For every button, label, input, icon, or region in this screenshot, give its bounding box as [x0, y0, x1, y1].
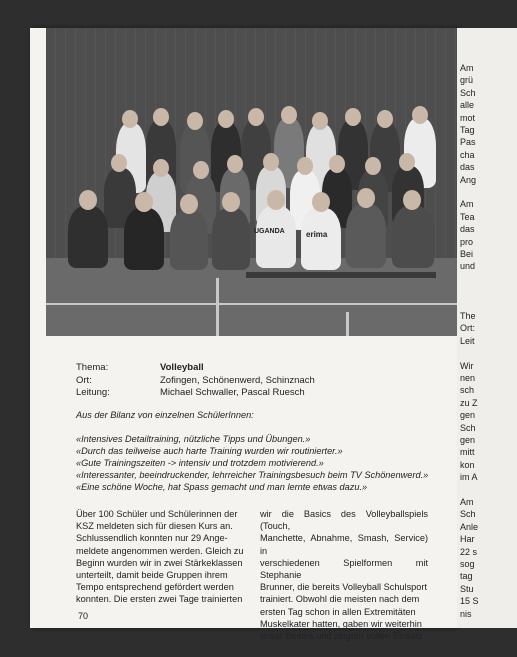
- right-page-fragment: 15 S: [460, 596, 479, 607]
- right-page-fragment: grü: [460, 75, 474, 86]
- student-head: [248, 108, 264, 126]
- right-page-fragment: Leit: [460, 335, 475, 346]
- right-page-fragment: das: [460, 224, 475, 235]
- student: [124, 208, 164, 270]
- right-page-fragment: Sch: [460, 509, 476, 520]
- right-page-fragment: Am: [460, 63, 474, 73]
- right-page-fragment: und: [460, 261, 476, 272]
- student-head: [187, 112, 203, 130]
- right-page-fragment: mitt: [460, 447, 475, 458]
- student-head: [135, 192, 153, 212]
- body-column-2: [260, 508, 428, 642]
- text-line: Beginn wurden wir in zwei Stärkeklassen: [76, 557, 243, 568]
- right-page-fragment: sog: [460, 559, 475, 569]
- student-head: [403, 190, 421, 210]
- student-head: [227, 155, 243, 173]
- leitung-label: Leitung:: [76, 387, 110, 398]
- student-head: [263, 153, 279, 171]
- text-line: trainiert. Obwohl die meisten nach dem: [260, 594, 420, 605]
- right-page-fragment: tag: [460, 571, 473, 582]
- right-page-fragment: Tag: [460, 125, 475, 135]
- student-head: [365, 157, 381, 175]
- text-line: unser Bestes und zeigten vollen Einsatz.: [260, 631, 426, 642]
- student-head: [111, 154, 127, 172]
- student: [256, 206, 296, 268]
- leitung-value: Michael Schwaller, Pascal Ruesch: [160, 387, 305, 398]
- right-page-fragment: gen: [460, 435, 476, 445]
- student: [68, 206, 108, 268]
- right-page: [457, 28, 517, 628]
- right-page-fragment: Am: [460, 497, 474, 507]
- text-line: Über 100 Schüler und Schülerinnen der: [76, 509, 238, 519]
- student: [346, 204, 386, 268]
- right-page-fragment: zu Z: [460, 397, 478, 408]
- student-head: [312, 192, 330, 212]
- text-line: Muskelkater hatten, gaben wir weiterhin: [260, 618, 422, 629]
- text-line: Manchette, Abnahme, Smash, Service) in: [260, 533, 428, 556]
- student-head: [357, 188, 375, 208]
- right-page-fragment: nis: [460, 608, 472, 619]
- right-page-fragment: Sch: [460, 422, 476, 433]
- student-head: [345, 108, 361, 126]
- student: [212, 208, 250, 270]
- text-line: wir die Basics des Volleyballspiels (Touch,: [260, 509, 428, 532]
- quote: «Eine schöne Woche, hat Spass gemacht und man lernte etwas dazu.»: [76, 482, 368, 492]
- left-page: [30, 28, 457, 642]
- right-page-fragment: The: [460, 311, 476, 321]
- bench: [246, 272, 436, 278]
- student-head: [218, 110, 234, 128]
- right-page-fragment: gen: [460, 410, 476, 421]
- right-page-fragment: Sch: [460, 87, 476, 98]
- right-page-fragment: alle: [460, 100, 475, 111]
- right-page-fragment: cha: [460, 149, 475, 160]
- student-head: [412, 106, 428, 124]
- right-page-fragment: Ort:: [460, 323, 475, 334]
- right-page-fragment: Ang: [460, 174, 477, 185]
- quote: «Interessanter, beeindruckender, lehrreicher Trainingsbesuch beim TV Schönenwerd.»: [76, 470, 429, 480]
- right-page-fragment: Am: [460, 199, 474, 210]
- student-head: [267, 190, 285, 210]
- student-head: [153, 108, 169, 126]
- text-line: Schlussendlich konnten nur 29 Ange-: [76, 533, 228, 544]
- text-line: Brunner, die bereits Volleyball Schulsport: [260, 582, 428, 593]
- right-page-fragment: das: [460, 162, 475, 173]
- shirt-text: UGANDA: [254, 228, 285, 235]
- right-page-fragment: 22 s: [460, 546, 478, 557]
- text-line: KSZ meldeten sich für diesen Kurs an.: [76, 521, 233, 532]
- shirt-text: erima: [306, 230, 328, 239]
- right-page-fragment: nen: [460, 373, 476, 383]
- team-photo: [46, 28, 457, 336]
- text-line: ersten Tag schon in allen Extremitäten: [260, 606, 416, 617]
- quote: «Gute Trainingszeiten -> intensiv und trotzdem motivierend.»: [76, 458, 324, 468]
- student-head: [312, 112, 328, 130]
- intro-text: Aus der Bilanz von einzelnen SchülerInnen:: [76, 410, 254, 420]
- right-page-fragment: pro: [460, 236, 474, 247]
- right-page-fragment: sch: [460, 385, 475, 396]
- right-page-fragment: mot: [460, 112, 476, 123]
- thema-label: Thema:: [76, 362, 109, 373]
- right-page-fragment: kon: [460, 459, 475, 470]
- student-head: [297, 157, 313, 175]
- text-line: Tempo entsprechend gefördert werden: [76, 582, 234, 593]
- student-head: [377, 110, 393, 128]
- thema-value: Volleyball: [160, 362, 204, 373]
- right-page-fragment: im A: [460, 472, 478, 483]
- right-page-fragment: Pas: [460, 137, 476, 148]
- student-head: [122, 110, 138, 128]
- right-page-fragment: Tea: [460, 211, 475, 222]
- student: [392, 206, 434, 268]
- floor-line: [346, 312, 349, 336]
- student-head: [281, 106, 297, 124]
- student-head: [222, 192, 240, 212]
- text-line: unterteilt, damit beide Gruppen ihrem: [76, 570, 228, 581]
- text-line: meldete angenommen werden. Gleich zu: [76, 545, 244, 556]
- quote: «Intensives Detailtraining, nützliche Tipps und Übungen.»: [76, 434, 311, 444]
- right-page-fragment: Anle: [460, 521, 479, 532]
- student-head: [153, 159, 169, 177]
- student-head: [399, 153, 415, 171]
- course-meta: [76, 362, 315, 400]
- student: [170, 210, 208, 270]
- student-head: [329, 155, 345, 173]
- floor-line: [46, 303, 457, 305]
- body-column-1: [76, 508, 244, 606]
- right-page-fragment: Wir: [460, 360, 474, 371]
- text-line: verschiedenen Spielformen mit Stephanie: [260, 557, 428, 581]
- student-head: [193, 161, 209, 179]
- page-number: 70: [78, 611, 89, 621]
- right-page-fragment: Bei: [460, 249, 474, 259]
- floor-line: [216, 278, 219, 336]
- text-line: konnten. Die ersten zwei Tage trainierten: [76, 594, 243, 605]
- quotes-list: [76, 433, 428, 493]
- right-page-fragment: Stu: [460, 583, 474, 594]
- student-head: [79, 190, 97, 210]
- quote: «Durch das teilweise auch harte Training wurden wir routinierter.»: [76, 446, 343, 456]
- ort-label: Ort:: [76, 374, 92, 386]
- gym-floor: [46, 258, 457, 336]
- ort-value: Zofingen, Schönenwerd, Schinznach: [160, 374, 315, 386]
- student-head: [180, 194, 198, 214]
- right-page-fragment: Har: [460, 534, 475, 545]
- student: [301, 208, 341, 270]
